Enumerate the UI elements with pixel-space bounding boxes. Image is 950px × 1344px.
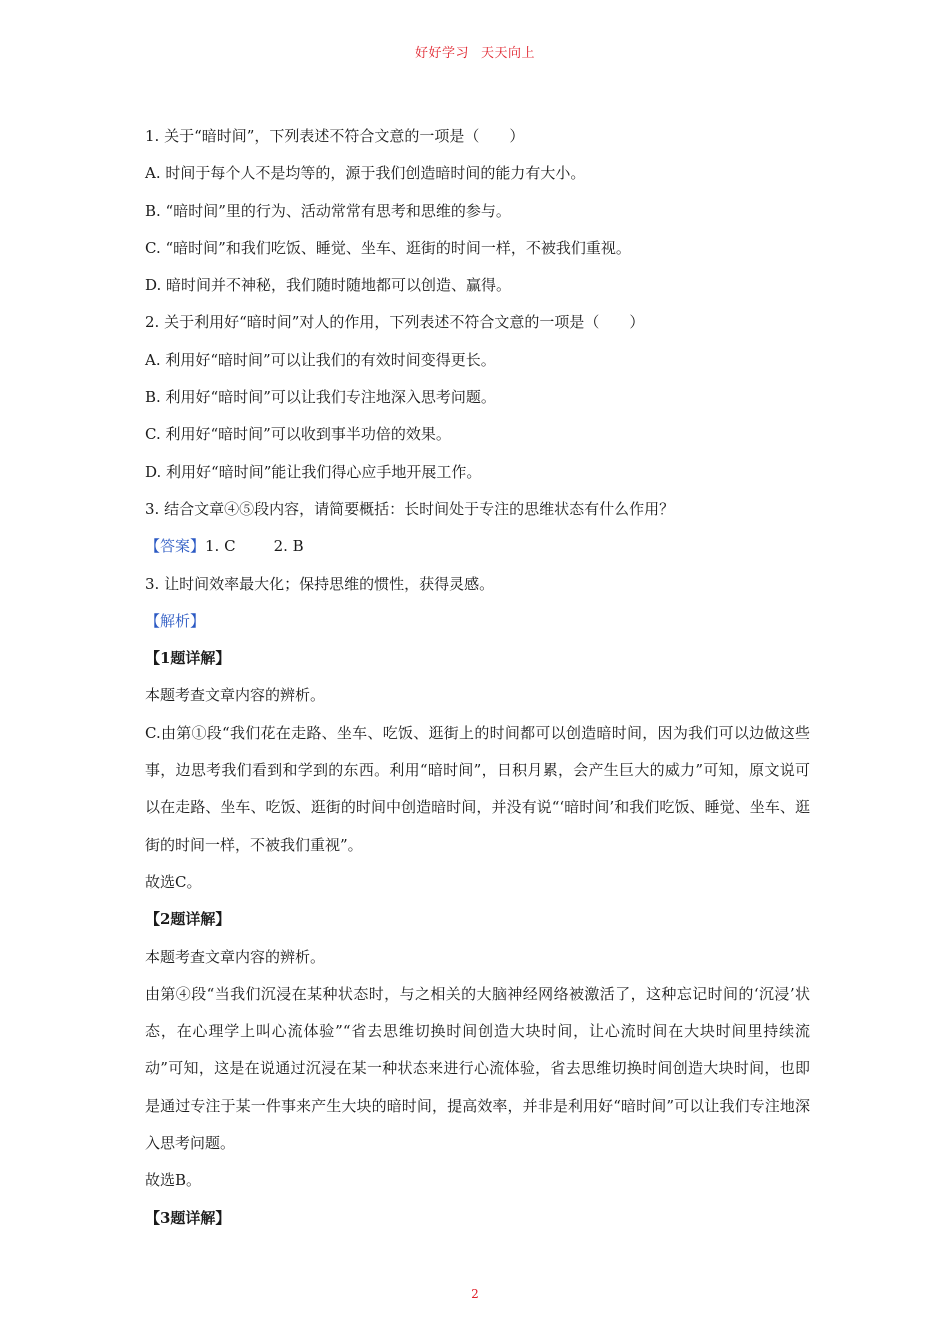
answer-2: 2. B [273, 537, 304, 556]
detail-1-body: C.由第①段“我们花在走路、坐车、吃饭、逛街上的时间都可以创造暗时间，因为我们可以边做这些事，边思考我们看到和学到的东西。利用“暗时间”，日积月累，会产生巨大的威力”可知，原文说可以在走路、坐车、吃饭、逛街的时间中创造暗时间，并没有说“‘暗时间’和我们吃饭、睡觉、坐车、逛街的时间一样，不被我们重视”。 [145, 723, 810, 854]
question-2-option-a: A. 利用好“暗时间”可以让我们的有效时间变得更长。 [145, 350, 496, 369]
analysis-label: 【解析】 [145, 611, 206, 630]
question-1-option-c: C. “暗时间”和我们吃饭、睡觉、坐车、逛街的时间一样，不被我们重视。 [145, 238, 631, 257]
question-2-stem: 2. 关于利用好“暗时间”对人的作用，下列表述不符合文意的一项是（ ） [145, 313, 645, 332]
detail-2-conclusion: 故选B。 [145, 1171, 202, 1190]
detail-2-intro: 本题考查文章内容的辨析。 [145, 947, 326, 966]
detail-1-title: 【1题详解】 [145, 649, 231, 668]
question-1-option-a: A. 时间于每个人不是均等的，源于我们创造暗时间的能力有大小。 [145, 164, 586, 183]
detail-2-title: 【2题详解】 [145, 910, 231, 929]
page-number: 2 [471, 1287, 479, 1301]
detail-3-title: 【3题详解】 [145, 1208, 231, 1227]
detail-1-intro: 本题考查文章内容的辨析。 [145, 686, 326, 705]
question-1-option-b: B. “暗时间”里的行为、活动常常有思考和思维的参与。 [145, 201, 511, 220]
question-3-stem: 3. 结合文章④⑤段内容，请简要概括：长时间处于专注的思维状态有什么作用？ [145, 499, 675, 518]
question-2-option-c: C. 利用好“暗时间”可以收到事半功倍的效果。 [145, 425, 451, 444]
detail-1-conclusion: 故选C。 [145, 872, 202, 891]
question-1-stem: 1. 关于“暗时间”，下列表述不符合文意的一项是（ ） [145, 127, 525, 145]
question-2-option-d: D. 利用好“暗时间”能让我们得心应手地开展工作。 [145, 462, 482, 481]
page-header [0, 42, 950, 61]
answer-1: 1. C [205, 537, 236, 556]
detail-2-body: 由第④段“当我们沉浸在某种状态时，与之相关的大脑神经网络被激活了，这种忘记时间的‘沉浸’状态，在心理学上叫心流体验”“省去思维切换时间创造大块时间，让心流时间在大块时间里持续流动”可知，这是在说通过沉浸在某一种状态来进行心流体验，省去思维切换时间创造大块时间，也即是通过专注于某一件事来产生大块的暗时间，提高效率，并非是利用好“暗时间”可以让我们专注地深入思考问题。 [145, 984, 810, 1153]
question-1-option-d: D. 暗时间并不神秘，我们随时随地都可以创造、赢得。 [145, 276, 512, 295]
answer-label: 【答案】 [145, 537, 206, 556]
answer-3: 3. 让时间效率最大化；保持思维的惯性，获得灵感。 [145, 574, 495, 593]
answer-line [145, 528, 810, 565]
header-motto-right: 天天向上 [481, 46, 536, 61]
header-motto-left: 好好学习 [414, 46, 469, 61]
question-2-option-b: B. 利用好“暗时间”可以让我们专注地深入思考问题。 [145, 388, 496, 407]
document-body [145, 118, 810, 1237]
